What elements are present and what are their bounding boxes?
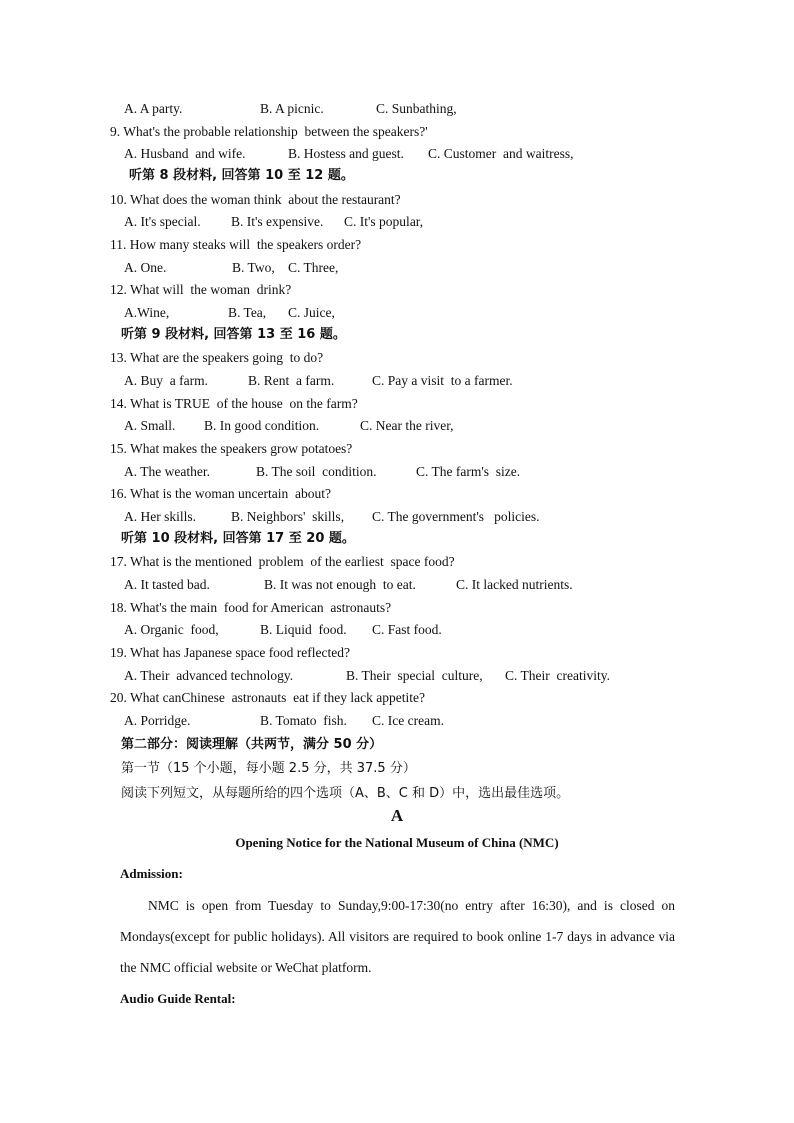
q13-option-a: A. Buy a farm. [124,373,208,388]
q12-option-c: C. Juice, [288,305,335,320]
section-header-8: 听第 8 段材料, 回答第 10 至 12 题。 [129,168,354,183]
q20-option-c: C. Ice cream. [372,713,444,728]
q17-stem: 17. What is the mentioned problem of the earliest space food? [110,554,455,569]
q8-option-c: C. Sunbathing, [376,101,457,116]
q15-stem: 15. What makes the speakers grow potatoes? [110,441,353,456]
q8-option-b: B. A picnic. [260,101,324,116]
q15-option-a: A. The weather. [124,464,210,479]
q11-option-a: A. One. [124,260,167,275]
q13-option-c: C. Pay a visit to a farmer. [372,373,513,388]
q18-stem: 18. What's the main food for American astronauts? [110,600,392,615]
q10-option-c: C. It's popular, [344,214,424,229]
q16-stem: 16. What is the woman uncertain about? [110,486,331,501]
section1-heading: 第一节（15 个小题，每小题 2.5 分，共 37.5 分） [121,761,416,776]
q15-option-c: C. The farm's size. [416,464,521,479]
q17-option-a: A. It tasted bad. [124,577,210,592]
q12-stem: 12. What will the woman drink? [110,282,292,297]
q11-option-b: B. Two, [232,260,275,275]
q13-stem: 13. What are the speakers going to do? [110,350,324,365]
q14-option-b: B. In good condition. [204,418,320,433]
passage-letter: A [390,806,404,825]
audio-guide-heading: Audio Guide Rental: [120,991,236,1006]
admission-paragraph: NMC is open from Tuesday to Sunday,9:00-17:30(no entry after 16:30), and is closed on Mondays(except for public holidays). All visitors are required to book online 1-7 days in advance via the NMC official website or WeChat platform. [120,898,675,975]
q9-option-b: B. Hostess and guest. [288,146,404,161]
instruction-text: 阅读下列短文，从每题所给的四个选项（A、B、C 和 D）中，选出最佳选项。 [121,786,570,801]
section-header-9: 听第 9 段材料, 回答第 13 至 16 题。 [121,327,346,342]
q8-option-a: A. A party. [124,101,183,116]
q17-option-b: B. It was not enough to eat. [264,577,416,592]
q18-option-a: A. Organic food, [124,622,219,637]
q11-option-c: C. Three, [288,260,339,275]
q18-option-c: C. Fast food. [372,622,442,637]
q11-stem: 11. How many steaks will the speakers order? [110,237,362,252]
q14-option-a: A. Small. [124,418,176,433]
q15-option-b: B. The soil condition. [256,464,377,479]
q19-option-b: B. Their special culture, [346,668,483,683]
q19-option-a: A. Their advanced technology. [124,668,294,683]
q16-option-c: C. The government's policies. [372,509,540,524]
q9-stem: 9. What's the probable relationship between the speakers?' [110,124,428,139]
q17-option-c: C. It lacked nutrients. [456,577,573,592]
q10-option-b: B. It's expensive. [231,214,324,229]
q12-option-b: B. Tea, [228,305,267,320]
q9-option-a: A. Husband and wife. [124,146,246,161]
q10-option-a: A. It's special. [124,214,201,229]
q20-option-a: A. Porridge. [124,713,191,728]
q19-option-c: C. Their creativity. [505,668,610,683]
part2-heading: 第二部分：阅读理解（共两节，满分 50 分） [121,737,383,752]
q18-option-b: B. Liquid food. [260,622,347,637]
q13-option-b: B. Rent a farm. [248,373,335,388]
q12-option-a: A.Wine, [124,305,170,320]
q16-option-b: B. Neighbors' skills, [231,509,345,524]
admission-heading: Admission: [120,866,183,881]
q16-option-a: A. Her skills. [124,509,196,524]
q14-option-c: C. Near the river, [360,418,454,433]
q9-option-c: C. Customer and waitress, [428,146,574,161]
q10-stem: 10. What does the woman think about the restaurant? [110,192,401,207]
q19-stem: 19. What has Japanese space food reflected? [110,645,351,660]
passage-title: Opening Notice for the National Museum of China (NMC) [235,835,559,850]
q14-stem: 14. What is TRUE of the house on the farm? [110,396,358,411]
section-header-10: 听第 10 段材料, 回答第 17 至 20 题。 [121,531,355,546]
q20-option-b: B. Tomato fish. [260,713,347,728]
q20-stem: 20. What canChinese astronauts eat if they lack appetite? [110,690,426,705]
